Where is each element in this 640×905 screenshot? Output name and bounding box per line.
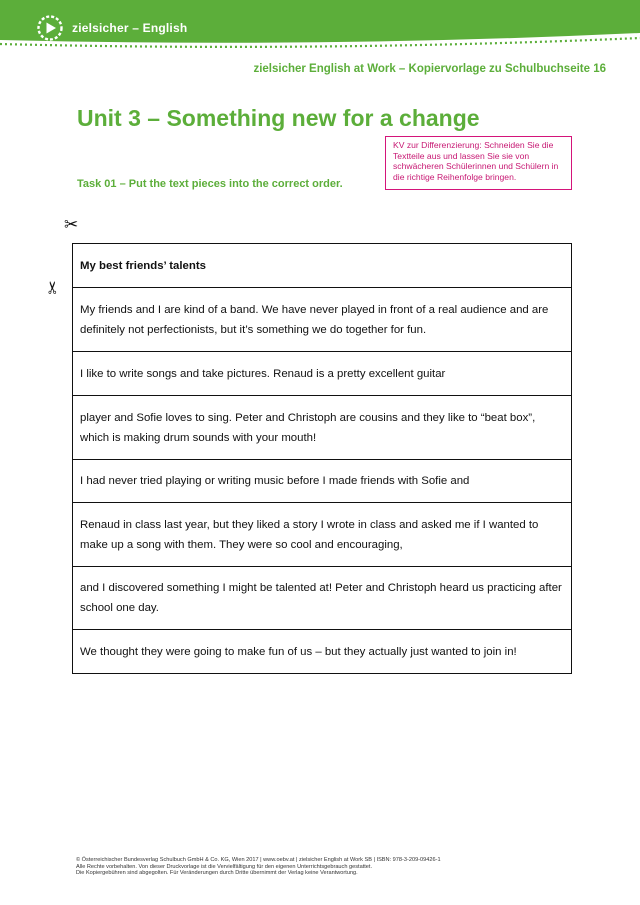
text-piece-2: My friends and I are kind of a band. We have never played in front of a real audience and are definitely not perfectionists, but it’s something we do together for fun. [72, 288, 572, 352]
scissors-icon-side: ✂ [43, 280, 63, 295]
teacher-note: KV zur Differenzierung: Schneiden Sie die Textteile aus und lassen Sie sie von schwächeren Schülerinnen und Schülern in die richtige Reihenfolge bringen. [385, 136, 572, 190]
task-instruction: Task 01 – Put the text pieces into the correct order. [77, 178, 343, 190]
footer-line-2: Alle Rechte vorbehalten. Von dieser Druckvorlage ist die Vervielfältigung für den eigenen Unterrichtsgebrauch gestattet. [76, 863, 373, 870]
text-piece-7: and I discovered something I might be talented at! Peter and Christoph heard us practicing after school one day. [72, 567, 572, 630]
footer [76, 857, 441, 877]
text-piece-3: I like to write songs and take pictures. Renaud is a pretty excellent guitar [72, 352, 572, 396]
footer-line-3: Die Kopiergebühren sind abgegolten. Für Veränderungen durch Dritte übernimmt der Verlag keine Verantwortung. [76, 870, 358, 877]
text-piece-4: player and Sofie loves to sing. Peter and Christoph are cousins and they like to “beat box”, which is making drum sounds with your mouth! [72, 396, 572, 460]
scissors-icon: ✂ [64, 215, 79, 234]
text-piece-8: We thought they were going to make fun of us – but they actually just wanted to join in! [72, 630, 572, 674]
header-line: zielsicher English at Work – Kopiervorlage zu Schulbuchseite 16 [253, 63, 606, 75]
brand-name: zielsicher – English [72, 21, 188, 35]
play-logo-icon [36, 14, 64, 42]
page-title: Unit 3 – Something new for a change [77, 105, 480, 131]
text-piece-6: Renaud in class last year, but they liked a story I wrote in class and asked me if I wanted to make up a song with them. They were so cool and encouraging, [72, 503, 572, 567]
footer-line-1: © Österreichischer Bundesverlag Schulbuch GmbH & Co. KG, Wien 2017 | www.oebv.at | zielsicher English at Work SB | ISBN: 978-3-209-09426-1 [76, 857, 441, 863]
brand-logo [36, 14, 187, 42]
text-piece-1: My best friends’ talents [72, 244, 572, 288]
text-piece-5: I had never tried playing or writing music before I made friends with Sofie and [72, 460, 572, 503]
text-pieces-table [72, 243, 572, 674]
